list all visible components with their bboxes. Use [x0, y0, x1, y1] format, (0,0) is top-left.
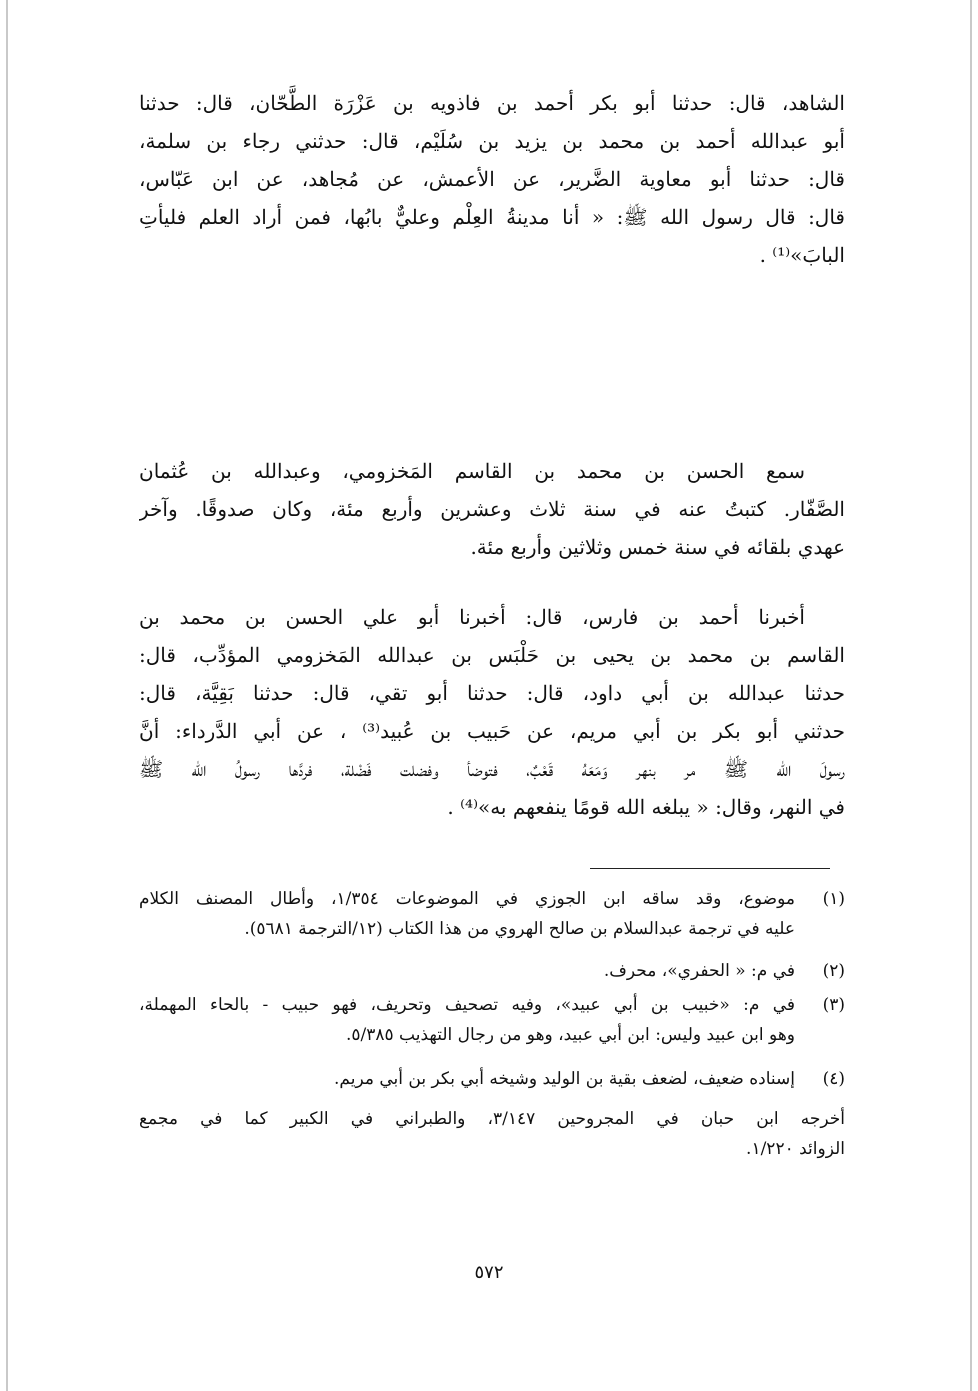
- paragraph-hadith-chain: [139, 84, 845, 274]
- text-line: عهدي بلقائه في سنة خمس وثلاثين وأربع مئة.: [470, 535, 845, 559]
- footnote-line: وهو ابن عبيد وليس: ابن أبي عبيد، وهو من رجال التهذيب ٥/٣٨٥.: [345, 1025, 795, 1045]
- footnote-line: موضوع، وقد ساقه ابن الجوزي في الموضوعات ١/٣٥٤، وأطال المصنف الكلام: [139, 889, 795, 909]
- text-line: قال: حدثنا أبو معاوية الضَّرير، عن الأعمش، عن مُجاهد، عن ابن عَبّاس،: [139, 167, 845, 191]
- text-line: سمع الحسن بن محمد بن القاسم المَخزومي، وعبدالله بن عُثمان: [139, 459, 805, 483]
- footnote-4: [139, 1064, 845, 1094]
- text-line: رسولَ الله ﷺ مر بنهر وَمَعَهُ قَعْبٌ، فتوضأ وفضلت فَضْلة، فردَّها رسولُ الله ﷺ: [139, 757, 845, 781]
- footnote-line: الزوائد ١/٢٢٠.: [746, 1139, 845, 1159]
- footnote-line: أخرجه ابن حبان في المجروحين ٣/١٤٧، والطبراني في الكبير كما في مجمع: [139, 1109, 845, 1129]
- page-number: ٥٧٢: [474, 1262, 504, 1283]
- footnote-number: (١): [822, 889, 845, 909]
- footnote-2: [139, 956, 845, 986]
- text-line: القاسم بن محمد بن يحيى بن حَلْبَس بن عبدالله المَخزومي المؤدِّب، قال:: [139, 643, 845, 667]
- footnote-line: في م: « الحفري»، محرف.: [603, 961, 795, 981]
- footnote-line: إسناده ضعيف، لضعف بقية بن الوليد وشيخه أبي بكر بن أبي مريم.: [334, 1069, 795, 1089]
- text-line: أخبرنا أحمد بن فارس، قال: أخبرنا أبو علي الحسن بن محمد بن: [139, 605, 805, 629]
- scan-edge-right: [970, 0, 972, 1391]
- footnote-number: (٤): [822, 1069, 845, 1089]
- footnote-1: [139, 884, 845, 944]
- text-line: حدثنا عبدالله بن أبي داود، قال: حدثنا أبو تقي، قال: حدثنا بَقِيَّة، قال:: [139, 681, 845, 705]
- text-line: الصَّفّار. كتبتُ عنه في سنة ثلاث وعشرين وأربع مئة، وكان صدوقًا. وآخر: [139, 497, 845, 521]
- footnote-separator: [590, 868, 830, 869]
- text-line: أبو عبدالله أحمد بن محمد بن يزيد بن سُلَيْم، قال: حدثني رجاء بن سلمة،: [139, 129, 845, 153]
- text-line: في النهر، وقال: « يبلغه الله قومًا ينفعهم به»⁽⁴⁾ .: [447, 795, 845, 819]
- paragraph-biography: [139, 452, 845, 566]
- footnote-line: في م: «خبيب بن أبي عبيد»، وفيه تصحيف وتحريف، فهو حبيب - بالحاء المهملة،: [139, 995, 795, 1015]
- heading-line: [139, 378, 845, 428]
- text-line: البابَ»⁽¹⁾ .: [759, 243, 845, 267]
- footnote-number: (٣): [822, 995, 845, 1015]
- heading-line: [139, 328, 845, 378]
- footnote-3: [139, 990, 845, 1050]
- entry-heading: [139, 328, 845, 428]
- text-line: الشاهد، قال: حدثنا أبو بكر أحمد بن فاذويه بن عَزْرَة الطَّحّان، قال: حدثنا: [139, 91, 845, 115]
- text-line: حدثني أبو بكر بن أبي مريم، عن حَبيب بن عُبيد⁽³⁾ ، عن أبي الدَّرداء: أنَّ: [139, 719, 845, 743]
- footnote-number: (٢): [822, 961, 845, 981]
- paragraph-narration: [139, 598, 845, 826]
- scan-edge-left: [6, 0, 8, 1391]
- text-line: قال: قال رسول الله ﷺ: « أنا مدينةُ العِلْم وعليٌّ بابُها، فمن أراد العلم فليأتِ: [139, 205, 845, 229]
- footnote-4-continuation: [139, 1104, 845, 1164]
- footnote-line: عليه في ترجمة عبدالسلام بن صالح الهروي من هذا الكتاب (١٢/الترجمة ٥٦٨١).: [244, 919, 795, 939]
